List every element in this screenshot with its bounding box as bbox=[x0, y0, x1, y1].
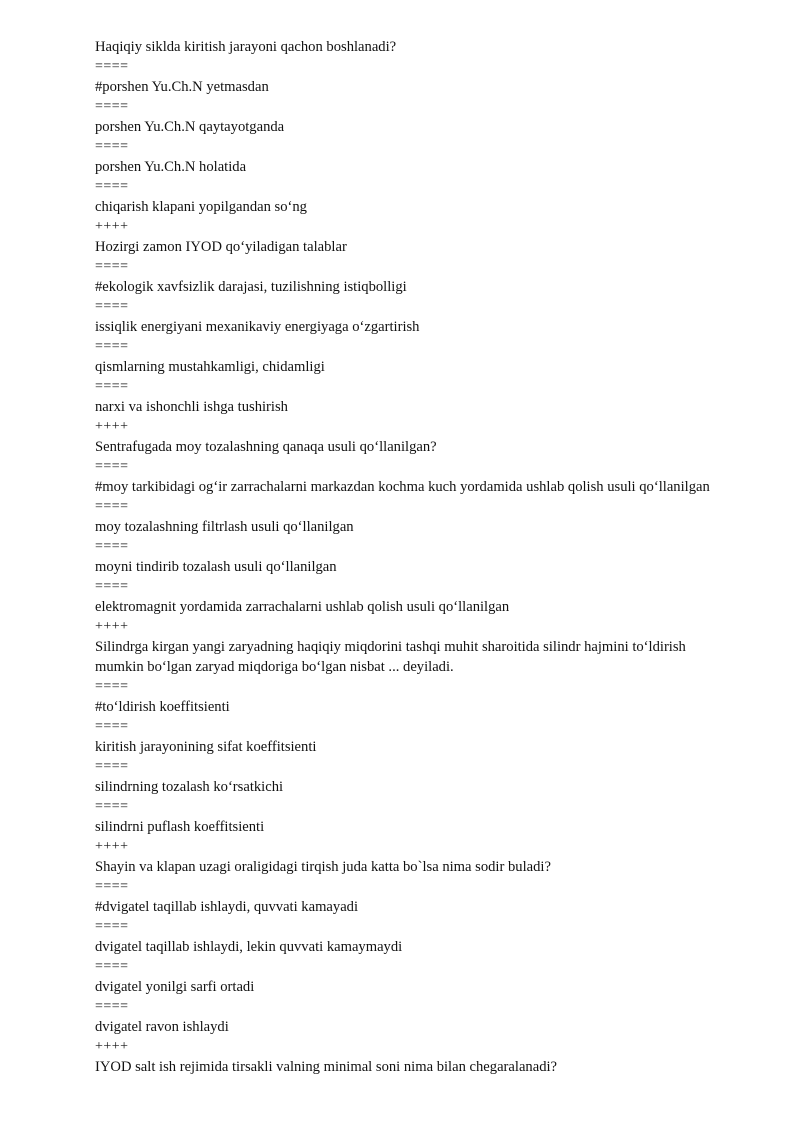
separator-line: ==== bbox=[95, 719, 129, 734]
question-text: Silindrga kirgan yangi zaryadning haqiqiy miqdorini tashqi muhit sharoitida silindr hajmini to‘ldirish mumkin bo‘lgan zaryad miqdoriga bo‘lgan nisbat ... deyiladi. bbox=[95, 639, 686, 675]
answer-option: #porshen Yu.Ch.N yetmasdan bbox=[95, 79, 269, 95]
question-text: Sentrafugada moy tozalashning qanaqa usuli qo‘llanilgan? bbox=[95, 439, 437, 455]
separator-line: ==== bbox=[95, 539, 129, 554]
separator-line: ==== bbox=[95, 579, 129, 594]
separator-line: ==== bbox=[95, 799, 129, 814]
answer-option: qismlarning mustahkamligi, chidamligi bbox=[95, 359, 325, 375]
question-text: Shayin va klapan uzagi oraligidagi tirqish juda katta bo`lsa nima sodir buladi? bbox=[95, 859, 551, 875]
separator-line: ==== bbox=[95, 679, 129, 694]
separator-line: ==== bbox=[95, 759, 129, 774]
answer-option: porshen Yu.Ch.N qaytayotganda bbox=[95, 119, 285, 135]
answer-option: elektromagnit yordamida zarrachalarni ushlab qolish usuli qo‘llanilgan bbox=[95, 599, 510, 615]
answer-option: chiqarish klapani yopilgandan so‘ng bbox=[95, 199, 307, 215]
separator-line: ==== bbox=[95, 379, 129, 394]
separator-line: ==== bbox=[95, 959, 129, 974]
separator-line: ==== bbox=[95, 459, 129, 474]
separator-line: ==== bbox=[95, 299, 129, 314]
separator-line: ==== bbox=[95, 879, 129, 894]
separator-line: ==== bbox=[95, 339, 129, 354]
answer-option: #to‘ldirish koeffitsienti bbox=[95, 699, 230, 715]
separator-line: ==== bbox=[95, 499, 129, 514]
answer-option: moy tozalashning filtrlash usuli qo‘llanilgan bbox=[95, 519, 354, 535]
answer-option: narxi va ishonchli ishga tushirish bbox=[95, 399, 288, 415]
separator-line: ==== bbox=[95, 99, 129, 114]
document-page bbox=[95, 37, 715, 1077]
answer-option: issiqlik energiyani mexanikaviy energiyaga o‘zgartirish bbox=[95, 319, 420, 335]
answer-option: #moy tarkibidagi og‘ir zarrachalarni markazdan kochma kuch yordamida ushlab qolish usuli qo‘llanilgan bbox=[95, 479, 710, 495]
separator-line: ++++ bbox=[95, 1039, 129, 1054]
separator-line: ++++ bbox=[95, 839, 129, 854]
answer-option: porshen Yu.Ch.N holatida bbox=[95, 159, 247, 175]
separator-line: ==== bbox=[95, 259, 129, 274]
separator-line: ++++ bbox=[95, 219, 129, 234]
answer-option: dvigatel ravon ishlaydi bbox=[95, 1019, 229, 1035]
answer-option: silindrning tozalash ko‘rsatkichi bbox=[95, 779, 284, 795]
separator-line: ++++ bbox=[95, 419, 129, 434]
separator-line: ==== bbox=[95, 59, 129, 74]
separator-line: ++++ bbox=[95, 619, 129, 634]
answer-option: #dvigatel taqillab ishlaydi, quvvati kamayadi bbox=[95, 899, 359, 915]
answer-option: kiritish jarayonining sifat koeffitsienti bbox=[95, 739, 317, 755]
separator-line: ==== bbox=[95, 999, 129, 1014]
answer-option: silindrni puflash koeffitsienti bbox=[95, 819, 265, 835]
answer-option: moyni tindirib tozalash usuli qo‘llanilgan bbox=[95, 559, 337, 575]
answer-option: #ekologik xavfsizlik darajasi, tuzilishning istiqbolligi bbox=[95, 279, 407, 295]
answer-option: dvigatel taqillab ishlaydi, lekin quvvati kamaymaydi bbox=[95, 939, 403, 955]
question-text: Haqiqiy siklda kiritish jarayoni qachon boshlanadi? bbox=[95, 39, 397, 55]
separator-line: ==== bbox=[95, 919, 129, 934]
separator-line: ==== bbox=[95, 179, 129, 194]
answer-option: dvigatel yonilgi sarfi ortadi bbox=[95, 979, 255, 995]
separator-line: ==== bbox=[95, 139, 129, 154]
question-text: Hozirgi zamon IYOD qo‘yiladigan talablar bbox=[95, 239, 347, 255]
question-text: IYOD salt ish rejimida tirsakli valning minimal soni nima bilan chegaralanadi? bbox=[95, 1059, 558, 1075]
